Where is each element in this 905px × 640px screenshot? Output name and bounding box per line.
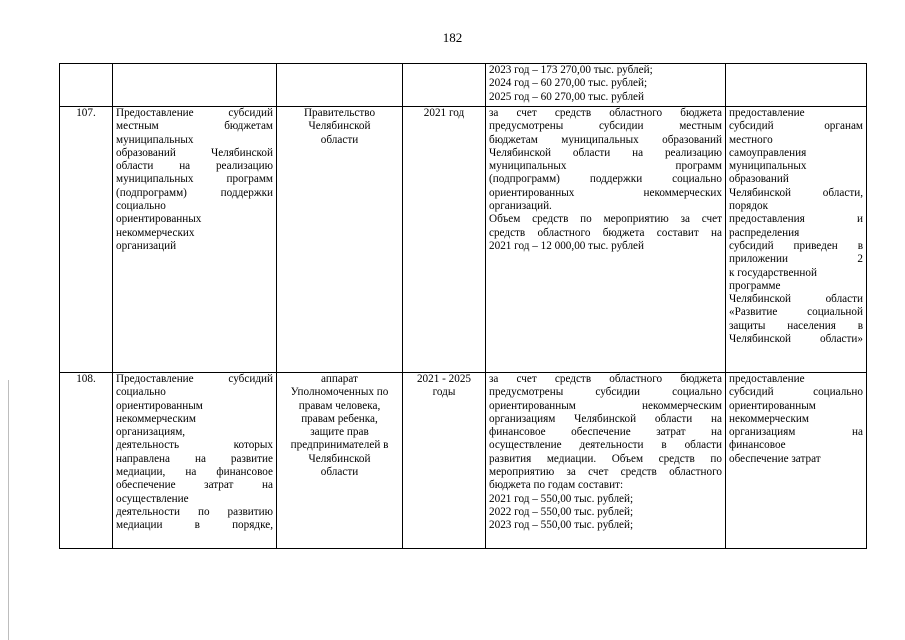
- cont-funding-line: 2025 год – 60 270,00 тыс. рублей: [489, 90, 644, 103]
- result-line: Челябинской области»: [729, 333, 863, 346]
- activity-name-line: (подпрограмм) поддержки: [116, 186, 273, 199]
- cont-period-cell: [403, 64, 486, 107]
- result-cell: [726, 107, 867, 373]
- funding-line: осуществление деятельности в области: [489, 439, 722, 452]
- activity-name-line: организациям,: [116, 426, 186, 439]
- result-line: субсидий приведен в: [729, 239, 863, 252]
- funding-line: организаций.: [489, 200, 552, 213]
- cont-result-cell: [726, 64, 867, 107]
- page-number: 182: [442, 30, 463, 45]
- activity-name-cell: [113, 373, 277, 549]
- result-line: программе: [729, 279, 781, 292]
- funding-line: Объем средств по мероприятию за счет: [489, 213, 722, 226]
- table-row-108: [60, 373, 867, 549]
- activity-name-line: муниципальных: [116, 133, 194, 146]
- period-line: 2021 - 2025: [416, 373, 472, 385]
- executor-cell: [277, 373, 403, 549]
- activity-name-line: ориентированных: [116, 213, 202, 226]
- period-cell: [403, 373, 486, 549]
- funding-line: муниципальных программ: [489, 160, 722, 173]
- result-line: обеспечение затрат: [729, 452, 821, 465]
- result-line: самоуправления: [729, 146, 807, 159]
- executor-line: Челябинской: [308, 452, 371, 465]
- result-line: субсидий социально: [729, 386, 863, 399]
- activity-name-line: Предоставление субсидий: [116, 107, 273, 119]
- activity-name-line: социально: [116, 200, 166, 213]
- activity-name-line: деятельность которых: [116, 439, 273, 452]
- funding-line: организациям Челябинской области на: [489, 412, 722, 425]
- executor-line: аппарат: [321, 373, 358, 385]
- result-line: предоставления и: [729, 213, 863, 226]
- funding-line: 2021 год – 12 000,00 тыс. рублей: [489, 239, 644, 252]
- continuation-row: [60, 64, 867, 107]
- funding-line: 2023 год – 550,00 тыс. рублей;: [489, 519, 634, 532]
- activity-name-line: муниципальных программ: [116, 173, 273, 186]
- result-line: Челябинской области: [729, 293, 863, 306]
- funding-line: предусмотрены субсидии местным: [489, 120, 722, 133]
- cont-funding-cell: [486, 64, 726, 107]
- result-line: муниципальных: [729, 160, 807, 173]
- executor-line: предпринимателей в: [290, 439, 389, 452]
- result-line: Челябинской области,: [729, 186, 863, 199]
- funding-line: финансовое обеспечение затрат на: [489, 426, 722, 439]
- executor-line: правам ребенка,: [301, 412, 378, 425]
- funding-line: за счет средств областного бюджета: [489, 107, 722, 119]
- result-line: ориентированным: [729, 399, 816, 412]
- executor-line: Правительство: [303, 107, 376, 119]
- funding-line: за счет средств областного бюджета: [489, 373, 722, 385]
- executor-line: Уполномоченных по: [290, 386, 389, 399]
- row-number: 108.: [60, 373, 113, 549]
- activity-name-line: ориентированным: [116, 399, 203, 412]
- result-line: распределения: [729, 226, 800, 239]
- period-cell: 2021 год: [403, 107, 486, 373]
- result-line: приложении 2: [729, 253, 863, 266]
- result-line: порядок: [729, 200, 769, 213]
- executor-cell: [277, 107, 403, 373]
- activity-name-line: некоммерческим: [116, 412, 196, 425]
- result-line: к государственной: [729, 266, 817, 279]
- activity-name-line: направлена на развитие: [116, 452, 273, 465]
- activities-table: [59, 63, 867, 549]
- activity-name-line: Предоставление субсидий: [116, 373, 273, 385]
- executor-line: правам человека,: [298, 399, 381, 412]
- activity-name-cell: [113, 107, 277, 373]
- executor-line: защите прав: [310, 426, 369, 439]
- executor-line: Челябинской: [308, 120, 371, 133]
- row-number: 107.: [60, 107, 113, 373]
- activity-name-line: медиации, на финансовое: [116, 466, 273, 479]
- funding-line: ориентированных некоммерческих: [489, 186, 722, 199]
- funding-cell: [486, 373, 726, 549]
- result-cell: [726, 373, 867, 549]
- result-line: некоммерческим: [729, 412, 809, 425]
- cont-num-cell: [60, 64, 113, 107]
- activity-name-line: медиации в порядке,: [116, 519, 273, 532]
- funding-line: ориентированным некоммерческим: [489, 399, 722, 412]
- cont-executor-cell: [277, 64, 403, 107]
- cont-funding-line: 2024 год – 60 270,00 тыс. рублей;: [489, 77, 648, 90]
- cont-name-cell: [113, 64, 277, 107]
- executor-line: области: [320, 466, 359, 479]
- executor-line: области: [320, 133, 359, 146]
- activity-name-line: осуществление: [116, 492, 189, 505]
- scan-edge-line: [8, 380, 9, 640]
- result-line: защиты населения в: [729, 319, 863, 332]
- result-line: образований: [729, 173, 789, 186]
- funding-line: 2022 год – 550,00 тыс. рублей;: [489, 505, 634, 518]
- activity-name-line: обеспечение затрат на: [116, 479, 273, 492]
- funding-line: бюджета по годам составит:: [489, 479, 624, 492]
- period-line: годы: [432, 386, 456, 399]
- funding-cell: [486, 107, 726, 373]
- result-line: предоставление: [729, 373, 805, 385]
- activity-name-line: местным бюджетам: [116, 120, 273, 133]
- funding-line: предусмотрены субсидии социально: [489, 386, 722, 399]
- funding-line: средств областного бюджета составит на: [489, 226, 722, 239]
- funding-line: 2021 год – 550,00 тыс. рублей;: [489, 492, 634, 505]
- result-line: организациям на: [729, 426, 863, 439]
- result-line: «Развитие социальной: [729, 306, 863, 319]
- activity-name-line: деятельности по развитию: [116, 505, 273, 518]
- funding-line: Челябинской области на реализацию: [489, 146, 722, 159]
- funding-line: мероприятию за счет средств областного: [489, 466, 722, 479]
- funding-line: (подпрограмм) поддержки социально: [489, 173, 722, 186]
- activity-name-line: социально: [116, 386, 166, 399]
- funding-line: бюджетам муниципальных образований: [489, 133, 722, 146]
- result-line: предоставление: [729, 107, 805, 119]
- result-line: местного: [729, 133, 773, 146]
- result-line: субсидий органам: [729, 120, 863, 133]
- result-line: финансовое: [729, 439, 786, 452]
- funding-line: развития медиации. Объем средств по: [489, 452, 722, 465]
- activity-name-line: организаций: [116, 239, 177, 252]
- activity-name-line: образований Челябинской: [116, 146, 273, 159]
- activity-name-line: области на реализацию: [116, 160, 273, 173]
- table-row-107: [60, 107, 867, 373]
- activity-name-line: некоммерческих: [116, 226, 195, 239]
- cont-funding-line: 2023 год – 173 270,00 тыс. рублей;: [489, 64, 653, 76]
